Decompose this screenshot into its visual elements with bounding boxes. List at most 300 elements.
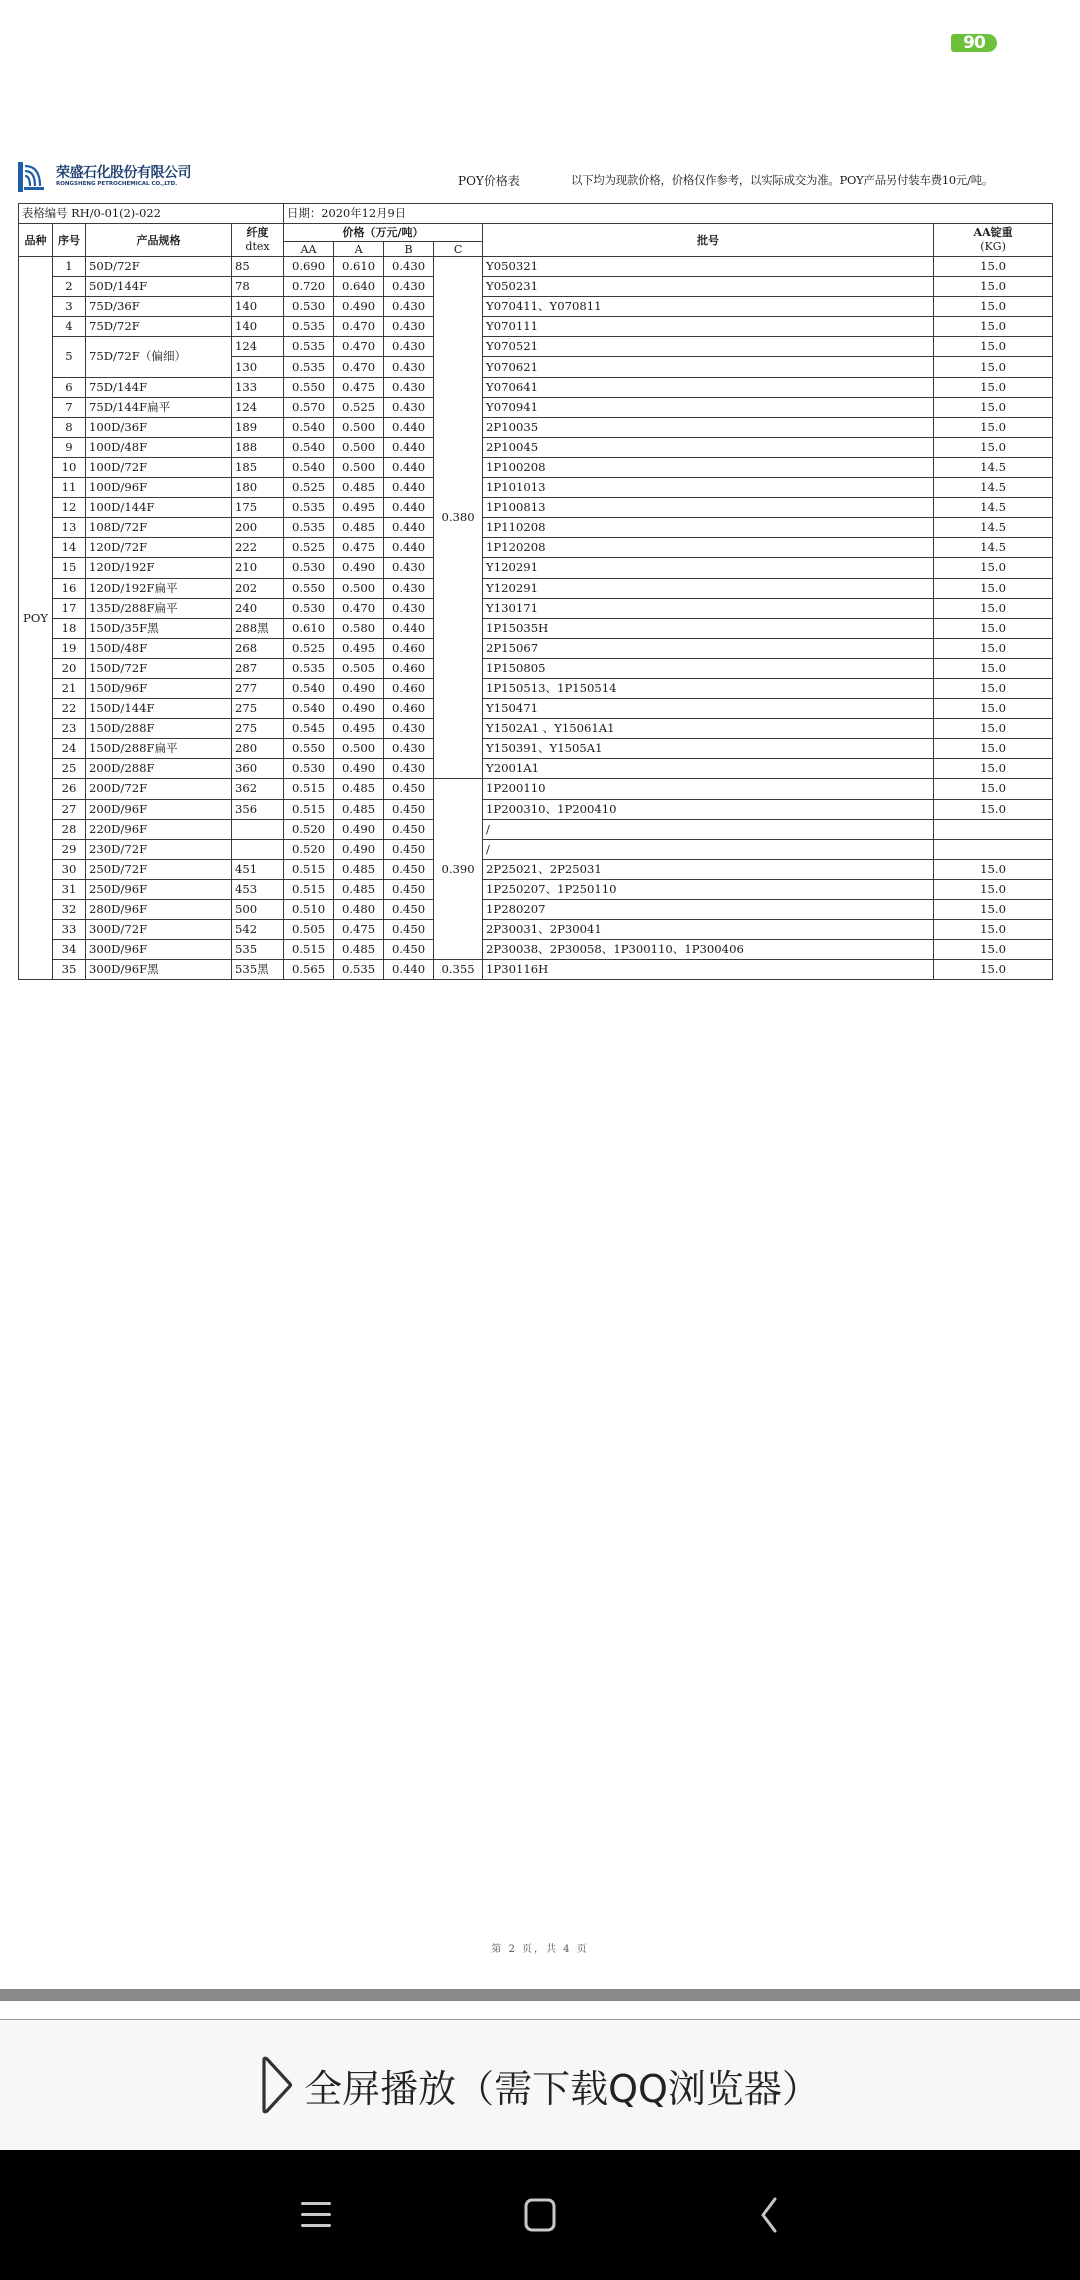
cell-seq: 12 [53, 498, 86, 518]
cell-weight: 15.0 [934, 699, 1053, 719]
cell-price-a: 0.485 [334, 518, 384, 538]
cell-dtex: 200 [232, 518, 284, 538]
cell-price-b: 0.460 [384, 678, 434, 698]
cell-weight: 15.0 [934, 337, 1053, 357]
table-row [19, 779, 1053, 799]
cell-dtex: 185 [232, 457, 284, 477]
cell-spec: 135D/288F扁平 [86, 598, 232, 618]
cell-price-aa: 0.550 [284, 377, 334, 397]
cell-spec: 75D/72F [86, 317, 232, 337]
cell-price-a: 0.485 [334, 799, 384, 819]
cell-batch: Y1502A1 、Y15061A1 [483, 719, 934, 739]
cell-dtex: 124 [232, 397, 284, 417]
table-row [19, 538, 1053, 558]
cell-price-aa: 0.530 [284, 558, 334, 578]
cell-weight: 14.5 [934, 538, 1053, 558]
cell-weight: 15.0 [934, 317, 1053, 337]
table-row [19, 337, 1053, 357]
cell-batch: 2P15067 [483, 638, 934, 658]
cell-price-b: 0.450 [384, 879, 434, 899]
company-name-cn: 荣盛石化股份有限公司 [56, 165, 191, 181]
home-icon [523, 2198, 557, 2232]
document-title: POY价格表 [458, 174, 520, 188]
cell-seq: 1 [53, 257, 86, 277]
cell-price-b: 0.460 [384, 699, 434, 719]
cell-dtex: 535 [232, 940, 284, 960]
cell-seq: 24 [53, 739, 86, 759]
table-row [19, 257, 1053, 277]
cell-spec: 300D/96F [86, 940, 232, 960]
cell-price-b: 0.440 [384, 478, 434, 498]
cell-weight: 14.5 [934, 518, 1053, 538]
cell-price-c: 0.380 [434, 257, 483, 779]
cell-price-b: 0.450 [384, 900, 434, 920]
header-variety: 品种 [19, 224, 53, 257]
cell-price-b: 0.430 [384, 719, 434, 739]
cell-batch: Y050321 [483, 257, 934, 277]
fullscreen-play-label: 全屏播放（需下载QQ浏览器） [304, 2066, 820, 2111]
cell-seq: 8 [53, 417, 86, 437]
back-button[interactable] [744, 2195, 794, 2235]
cell-price-aa: 0.535 [284, 498, 334, 518]
table-row [19, 739, 1053, 759]
cell-weight: 15.0 [934, 558, 1053, 578]
cell-weight: 15.0 [934, 417, 1053, 437]
cell-price-b: 0.430 [384, 297, 434, 317]
cell-price-aa: 0.535 [284, 658, 334, 678]
cell-weight: 15.0 [934, 297, 1053, 317]
cell-spec: 75D/144F扁平 [86, 397, 232, 417]
cell-price-a: 0.505 [334, 658, 384, 678]
cell-price-b: 0.440 [384, 518, 434, 538]
cell-spec: 150D/48F [86, 638, 232, 658]
cell-seq: 20 [53, 658, 86, 678]
cell-batch: 1P150513、1P150514 [483, 678, 934, 698]
cell-spec: 150D/288F扁平 [86, 739, 232, 759]
cell-seq: 13 [53, 518, 86, 538]
cell-dtex: 275 [232, 699, 284, 719]
cell-price-b: 0.440 [384, 417, 434, 437]
cell-price-a: 0.490 [334, 678, 384, 698]
cell-price-aa: 0.550 [284, 578, 334, 598]
cell-dtex: 130 [232, 357, 284, 377]
cell-weight: 15.0 [934, 598, 1053, 618]
cell-spec: 250D/72F [86, 859, 232, 879]
cell-spec: 50D/72F [86, 257, 232, 277]
cell-dtex: 189 [232, 417, 284, 437]
cell-batch: 2P10035 [483, 417, 934, 437]
cell-seq: 7 [53, 397, 86, 417]
cell-price-b: 0.450 [384, 799, 434, 819]
cell-dtex: 280 [232, 739, 284, 759]
cell-weight: 15.0 [934, 658, 1053, 678]
cell-price-a: 0.490 [334, 297, 384, 317]
cell-spec: 200D/96F [86, 799, 232, 819]
cell-batch: Y050231 [483, 277, 934, 297]
cell-spec: 100D/96F [86, 478, 232, 498]
cell-dtex: 175 [232, 498, 284, 518]
cell-seq: 34 [53, 940, 86, 960]
document-note: 以下均为现款价格，价格仅作参考，以实际成交为准。POY产品另付装车费10元/吨。 [571, 173, 994, 187]
document-date: 日期：2020年12月9日 [284, 204, 1053, 224]
cell-price-aa: 0.505 [284, 920, 334, 940]
company-logo [18, 162, 193, 194]
table-row [19, 879, 1053, 899]
cell-batch: 2P30031、2P30041 [483, 920, 934, 940]
cell-seq: 17 [53, 598, 86, 618]
cell-batch: 1P150805 [483, 658, 934, 678]
cell-price-aa: 0.530 [284, 598, 334, 618]
header-seq: 序号 [53, 224, 86, 257]
table-row [19, 598, 1053, 618]
table-row [19, 518, 1053, 538]
table-row [19, 457, 1053, 477]
cell-weight: 14.5 [934, 478, 1053, 498]
cell-batch: 1P120208 [483, 538, 934, 558]
table-body [19, 257, 1053, 980]
cell-price-a: 0.535 [334, 960, 384, 980]
cell-seq: 22 [53, 699, 86, 719]
header-weight-line2: (KG) [980, 240, 1006, 253]
cell-dtex: 202 [232, 578, 284, 598]
table-row [19, 960, 1053, 980]
cell-price-a: 0.490 [334, 558, 384, 578]
cell-weight: 15.0 [934, 879, 1053, 899]
cell-seq: 18 [53, 618, 86, 638]
cell-weight: 14.5 [934, 457, 1053, 477]
cell-price-a: 0.610 [334, 257, 384, 277]
cell-weight: 15.0 [934, 678, 1053, 698]
header-grade-a: A [334, 242, 384, 257]
table-row [19, 900, 1053, 920]
cell-price-a: 0.580 [334, 618, 384, 638]
cell-spec: 280D/96F [86, 900, 232, 920]
table-row [19, 940, 1053, 960]
cell-batch: Y120291 [483, 578, 934, 598]
cell-price-b: 0.430 [384, 578, 434, 598]
cell-price-a: 0.470 [334, 337, 384, 357]
cell-price-b: 0.450 [384, 839, 434, 859]
cell-price-b: 0.430 [384, 357, 434, 377]
cell-price-a: 0.485 [334, 940, 384, 960]
menu-button[interactable] [292, 2195, 342, 2235]
table-header-row [19, 224, 1053, 242]
company-logo-icon [18, 162, 46, 192]
cell-price-aa: 0.540 [284, 699, 334, 719]
cell-price-aa: 0.540 [284, 437, 334, 457]
table-info-row [19, 204, 1053, 224]
table-row [19, 839, 1053, 859]
cell-spec: 200D/288F [86, 759, 232, 779]
cell-weight: 15.0 [934, 357, 1053, 377]
cell-batch: 1P100813 [483, 498, 934, 518]
cell-dtex: 268 [232, 638, 284, 658]
cell-spec: 100D/48F [86, 437, 232, 457]
cell-batch: Y070941 [483, 397, 934, 417]
cell-dtex: 222 [232, 538, 284, 558]
cell-seq: 10 [53, 457, 86, 477]
cell-weight: 15.0 [934, 277, 1053, 297]
horizontal-scrollbar[interactable] [0, 1989, 1080, 2001]
header-dtex-line2: dtex [245, 240, 270, 253]
cell-price-b: 0.450 [384, 920, 434, 940]
cell-batch: Y150391、Y1505A1 [483, 739, 934, 759]
cell-price-b: 0.450 [384, 940, 434, 960]
cell-spec: 220D/96F [86, 819, 232, 839]
cell-price-aa: 0.570 [284, 397, 334, 417]
cell-weight: 15.0 [934, 377, 1053, 397]
cell-price-b: 0.450 [384, 819, 434, 839]
cell-spec: 150D/35F黑 [86, 618, 232, 638]
cell-price-aa: 0.540 [284, 417, 334, 437]
header-weight [934, 224, 1053, 257]
cell-price-b: 0.430 [384, 759, 434, 779]
cell-weight: 15.0 [934, 578, 1053, 598]
cell-dtex: 180 [232, 478, 284, 498]
document-header [18, 160, 1052, 196]
cell-dtex: 360 [232, 759, 284, 779]
cell-dtex: 275 [232, 719, 284, 739]
table-row [19, 277, 1053, 297]
cell-seq: 2 [53, 277, 86, 297]
cell-price-a: 0.500 [334, 437, 384, 457]
cell-price-c: 0.355 [434, 960, 483, 980]
cell-spec: 230D/72F [86, 839, 232, 859]
header-weight-line1: AA锭重 [973, 226, 1013, 239]
cell-price-a: 0.475 [334, 538, 384, 558]
cell-price-aa: 0.525 [284, 478, 334, 498]
cell-dtex [232, 839, 284, 859]
cell-batch: Y070411、Y070811 [483, 297, 934, 317]
header-spec: 产品规格 [86, 224, 232, 257]
cell-price-aa: 0.720 [284, 277, 334, 297]
cell-price-aa: 0.525 [284, 538, 334, 558]
cell-dtex: 362 [232, 779, 284, 799]
cell-spec: 100D/144F [86, 498, 232, 518]
cell-spec: 150D/96F [86, 678, 232, 698]
cell-price-b: 0.460 [384, 638, 434, 658]
cell-batch: 1P110208 [483, 518, 934, 538]
table-row [19, 618, 1053, 638]
cell-dtex: 500 [232, 900, 284, 920]
cell-dtex: 188 [232, 437, 284, 457]
cell-seq: 32 [53, 900, 86, 920]
cell-price-aa: 0.690 [284, 257, 334, 277]
cell-seq: 35 [53, 960, 86, 980]
cell-price-c: 0.390 [434, 779, 483, 960]
cell-dtex: 451 [232, 859, 284, 879]
home-button[interactable] [515, 2195, 565, 2235]
fullscreen-play-button[interactable] [260, 2056, 820, 2114]
cell-weight: 15.0 [934, 437, 1053, 457]
cell-variety: POY [19, 257, 53, 980]
cell-weight: 14.5 [934, 498, 1053, 518]
cell-seq: 27 [53, 799, 86, 819]
header-batch: 批号 [483, 224, 934, 257]
cell-price-a: 0.500 [334, 457, 384, 477]
cell-price-b: 0.430 [384, 337, 434, 357]
cell-seq: 21 [53, 678, 86, 698]
cell-spec: 120D/72F [86, 538, 232, 558]
cell-weight: 15.0 [934, 920, 1053, 940]
cell-seq: 29 [53, 839, 86, 859]
cell-spec: 100D/36F [86, 417, 232, 437]
cell-price-b: 0.430 [384, 377, 434, 397]
cell-dtex: 78 [232, 277, 284, 297]
cell-price-aa: 0.535 [284, 317, 334, 337]
table-row [19, 417, 1053, 437]
table-row [19, 558, 1053, 578]
header-dtex-line1: 纤度 [246, 226, 269, 239]
table-row [19, 719, 1053, 739]
cell-price-b: 0.440 [384, 437, 434, 457]
table-row [19, 578, 1053, 598]
cell-price-a: 0.470 [334, 598, 384, 618]
table-row [19, 478, 1053, 498]
back-icon [757, 2197, 781, 2233]
cell-batch: 2P30038、2P30058、1P300110、1P300406 [483, 940, 934, 960]
cell-price-aa: 0.520 [284, 819, 334, 839]
cell-price-b: 0.440 [384, 960, 434, 980]
cell-seq: 25 [53, 759, 86, 779]
cell-seq: 4 [53, 317, 86, 337]
cell-spec: 100D/72F [86, 457, 232, 477]
cell-spec: 150D/288F [86, 719, 232, 739]
cell-weight: 15.0 [934, 719, 1053, 739]
cell-seq: 9 [53, 437, 86, 457]
table-row [19, 699, 1053, 719]
table-row [19, 658, 1053, 678]
table-row [19, 297, 1053, 317]
cell-batch: 1P280207 [483, 900, 934, 920]
cell-price-a: 0.640 [334, 277, 384, 297]
header-grade-b: B [384, 242, 434, 257]
form-number: 表格编号 RH/0-01(2)-022 [19, 204, 284, 224]
cell-batch: 1P15035H [483, 618, 934, 638]
cell-price-a: 0.480 [334, 900, 384, 920]
cell-spec: 108D/72F [86, 518, 232, 538]
header-grade-c: C [434, 242, 483, 257]
cell-price-aa: 0.535 [284, 337, 334, 357]
cell-dtex: 140 [232, 317, 284, 337]
cell-dtex: 124 [232, 337, 284, 357]
cell-spec: 75D/144F [86, 377, 232, 397]
cell-price-a: 0.490 [334, 819, 384, 839]
cell-batch: 1P200310、1P200410 [483, 799, 934, 819]
cell-price-aa: 0.530 [284, 297, 334, 317]
cell-price-a: 0.475 [334, 920, 384, 940]
cell-weight: 15.0 [934, 859, 1053, 879]
cell-weight: 15.0 [934, 397, 1053, 417]
cell-seq: 15 [53, 558, 86, 578]
cell-seq: 26 [53, 779, 86, 799]
cell-dtex: 140 [232, 297, 284, 317]
cell-batch: 1P101013 [483, 478, 934, 498]
cell-price-a: 0.485 [334, 779, 384, 799]
cell-price-a: 0.495 [334, 498, 384, 518]
play-outline-icon [260, 2056, 294, 2114]
cell-dtex: 133 [232, 377, 284, 397]
cell-seq: 19 [53, 638, 86, 658]
cell-weight: 15.0 [934, 960, 1053, 980]
cell-price-b: 0.430 [384, 739, 434, 759]
cell-dtex: 288黑 [232, 618, 284, 638]
cell-dtex: 240 [232, 598, 284, 618]
cell-price-aa: 0.520 [284, 839, 334, 859]
cell-dtex [232, 819, 284, 839]
cell-seq: 11 [53, 478, 86, 498]
cell-spec: 75D/72F（偏细） [86, 337, 232, 377]
cell-price-aa: 0.535 [284, 357, 334, 377]
cell-batch: Y150471 [483, 699, 934, 719]
cell-weight: 15.0 [934, 779, 1053, 799]
cell-dtex: 287 [232, 658, 284, 678]
fullscreen-banner [0, 2020, 1080, 2150]
cell-price-a: 0.495 [334, 719, 384, 739]
cell-price-aa: 0.610 [284, 618, 334, 638]
cell-price-aa: 0.515 [284, 859, 334, 879]
cell-batch: Y2001A1 [483, 759, 934, 779]
cell-price-aa: 0.535 [284, 518, 334, 538]
cell-price-b: 0.440 [384, 618, 434, 638]
cell-price-a: 0.485 [334, 478, 384, 498]
cell-spec: 150D/144F [86, 699, 232, 719]
table-row [19, 377, 1053, 397]
cell-batch: Y120291 [483, 558, 934, 578]
cell-weight: 15.0 [934, 940, 1053, 960]
cell-seq: 28 [53, 819, 86, 839]
table-row [19, 397, 1053, 417]
cell-dtex: 210 [232, 558, 284, 578]
cell-weight: 15.0 [934, 618, 1053, 638]
cell-price-a: 0.500 [334, 417, 384, 437]
cell-batch: Y070521 [483, 337, 934, 357]
table-row [19, 859, 1053, 879]
company-name-en: RONGSHENG PETROCHEMICAL CO.,LTD. [56, 181, 178, 187]
cell-price-b: 0.430 [384, 257, 434, 277]
cell-seq: 6 [53, 377, 86, 397]
cell-batch: Y070641 [483, 377, 934, 397]
cell-spec: 300D/96F黑 [86, 960, 232, 980]
cell-dtex: 535黑 [232, 960, 284, 980]
table-row [19, 819, 1053, 839]
cell-weight: 15.0 [934, 759, 1053, 779]
cell-price-aa: 0.550 [284, 739, 334, 759]
cell-dtex: 356 [232, 799, 284, 819]
cell-price-b: 0.430 [384, 317, 434, 337]
cell-dtex: 453 [232, 879, 284, 899]
system-navbar [0, 2150, 1080, 2280]
cell-weight: 15.0 [934, 739, 1053, 759]
cell-price-aa: 0.540 [284, 678, 334, 698]
cell-spec: 300D/72F [86, 920, 232, 940]
cell-price-b: 0.430 [384, 397, 434, 417]
cell-price-a: 0.485 [334, 879, 384, 899]
header-grade-aa: AA [284, 242, 334, 257]
cell-seq: 31 [53, 879, 86, 899]
cell-price-a: 0.485 [334, 859, 384, 879]
cell-batch: / [483, 819, 934, 839]
cell-price-a: 0.475 [334, 377, 384, 397]
header-dtex [232, 224, 284, 257]
cell-seq: 3 [53, 297, 86, 317]
price-table [18, 203, 1053, 980]
cell-price-a: 0.490 [334, 759, 384, 779]
cell-spec: 250D/96F [86, 879, 232, 899]
cell-price-b: 0.440 [384, 498, 434, 518]
cell-batch: Y070621 [483, 357, 934, 377]
cell-seq: 16 [53, 578, 86, 598]
